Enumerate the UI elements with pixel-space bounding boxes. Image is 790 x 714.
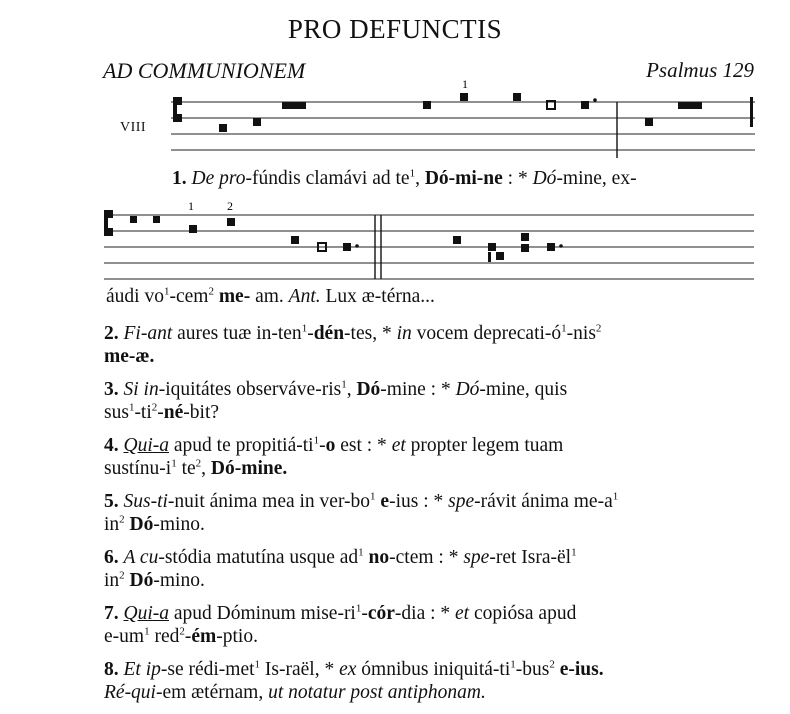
text-segment: 1 bbox=[571, 546, 577, 559]
verse-5-line-1 bbox=[104, 490, 756, 513]
text-segment: 1 bbox=[612, 490, 619, 503]
text-segment: 1 bbox=[510, 658, 516, 671]
text-segment: Fi-ant bbox=[123, 323, 173, 344]
text-segment: Dó bbox=[455, 379, 480, 400]
verse-6 bbox=[104, 546, 756, 592]
verse-4-line-2 bbox=[104, 457, 756, 480]
text-segment: copiósa apud bbox=[469, 603, 577, 624]
text-segment: -mino. bbox=[153, 514, 205, 535]
verse-6-line-1 bbox=[104, 546, 756, 569]
text-segment: áudi vo bbox=[106, 286, 164, 307]
text-segment: spe bbox=[448, 491, 475, 512]
text-segment: in bbox=[104, 570, 120, 591]
text-segment: , bbox=[415, 168, 425, 189]
text-segment: apud Dóminum mise-ri bbox=[169, 603, 356, 624]
text-segment: 2 bbox=[119, 513, 125, 526]
section-heading: AD COMMUNIONEM bbox=[103, 58, 306, 83]
text-segment: -em ætérnam, bbox=[155, 682, 269, 703]
text-segment: A cu bbox=[123, 547, 159, 568]
text-segment: me- bbox=[218, 286, 251, 307]
text-segment: - bbox=[361, 603, 368, 624]
text-segment: 5. bbox=[104, 491, 124, 512]
text-segment: Sus-ti bbox=[123, 491, 168, 512]
text-segment: 2. bbox=[104, 323, 124, 344]
text-segment: e-ius. bbox=[559, 659, 604, 680]
text-segment: ex bbox=[339, 659, 357, 680]
text-segment: propter legem tuam bbox=[405, 435, 564, 456]
text-segment: -nis bbox=[566, 323, 596, 344]
verse-7-line-2 bbox=[104, 625, 756, 648]
text-segment: 1 bbox=[128, 401, 135, 414]
verse-3-line-1 bbox=[104, 378, 756, 401]
verse-4 bbox=[104, 434, 756, 480]
text-segment: Dó-mine. bbox=[210, 458, 288, 479]
chant-staff-1 bbox=[165, 72, 765, 162]
c-clef-icon bbox=[173, 97, 182, 122]
text-segment: sustínu-i bbox=[104, 458, 172, 479]
text-segment: dén bbox=[313, 323, 345, 344]
verse-3 bbox=[104, 378, 756, 424]
verse-7 bbox=[104, 602, 756, 648]
neumes-1 bbox=[219, 93, 753, 132]
text-segment: Qui-a bbox=[123, 603, 169, 624]
text-segment: 2 bbox=[151, 401, 158, 414]
text-segment: 1 bbox=[561, 322, 567, 335]
text-segment: -mine : * bbox=[380, 379, 456, 400]
text-segment: 1 bbox=[409, 167, 416, 180]
verse-2 bbox=[104, 322, 756, 368]
text-segment: in bbox=[396, 323, 412, 344]
text-segment: Dó bbox=[129, 514, 154, 535]
text-segment: -ctem : * bbox=[389, 547, 464, 568]
text-segment: 3. bbox=[104, 379, 124, 400]
verse-8-line-2 bbox=[104, 681, 756, 704]
neumes-2 bbox=[130, 216, 563, 262]
text-segment: Dó bbox=[532, 168, 557, 189]
text-segment: red bbox=[149, 626, 180, 647]
verse-7-line-1 bbox=[104, 602, 756, 625]
text-segment: Dó-mi-ne bbox=[424, 168, 503, 189]
text-segment: apud te propitiá-ti bbox=[169, 435, 314, 456]
text-segment: -nuit ánima mea in ver-bo bbox=[167, 491, 371, 512]
text-segment: - bbox=[307, 323, 314, 344]
text-segment: 2 bbox=[208, 285, 214, 298]
episema-mark-2b: 2 bbox=[227, 199, 233, 213]
text-segment: e bbox=[380, 491, 390, 512]
text-segment: -se rédi-met bbox=[160, 659, 255, 680]
verse-4-line-1 bbox=[104, 434, 756, 457]
verse-3-line-2 bbox=[104, 401, 756, 424]
psalm-verses bbox=[104, 322, 756, 714]
psalm-reference: Psalmus 129 bbox=[646, 58, 754, 82]
text-segment: o bbox=[325, 435, 336, 456]
text-segment: me-æ. bbox=[104, 346, 155, 367]
text-segment: -bus bbox=[515, 659, 550, 680]
text-segment: est : * bbox=[335, 435, 392, 456]
text-segment: Dó bbox=[129, 570, 154, 591]
text-segment: -rávit ánima me-a bbox=[474, 491, 613, 512]
text-segment: -ius : * bbox=[389, 491, 449, 512]
text-segment: 1 bbox=[358, 546, 364, 559]
text-segment: Qui-a bbox=[123, 435, 169, 456]
text-segment: ut notatur post antiphonam. bbox=[268, 682, 486, 703]
text-segment: 1 bbox=[301, 322, 308, 335]
text-segment: Dó bbox=[356, 379, 381, 400]
mode-label: VIII bbox=[120, 120, 147, 135]
text-segment: Ant. bbox=[288, 286, 321, 307]
text-segment: -iquitátes observáve-ris bbox=[158, 379, 342, 400]
text-segment: spe bbox=[463, 547, 490, 568]
verse-5-line-2 bbox=[104, 513, 756, 536]
text-segment: in bbox=[104, 514, 120, 535]
text-segment: -mine, ex- bbox=[556, 168, 637, 189]
text-segment: sus bbox=[104, 402, 129, 423]
verse-8 bbox=[104, 658, 756, 704]
text-segment: , bbox=[201, 458, 211, 479]
text-segment: -cem bbox=[169, 286, 209, 307]
text-segment: 2 bbox=[549, 658, 555, 671]
text-segment: : * bbox=[502, 168, 533, 189]
text-segment: 1. bbox=[172, 168, 192, 189]
text-segment: 8. bbox=[104, 659, 124, 680]
text-segment: De pro bbox=[191, 168, 246, 189]
text-segment: 2 bbox=[595, 322, 602, 335]
text-segment: et bbox=[391, 435, 406, 456]
chant-staff-2 bbox=[100, 195, 760, 285]
text-segment: 1 bbox=[144, 625, 150, 638]
text-segment: vocem deprecati-ó bbox=[411, 323, 562, 344]
text-segment: - bbox=[184, 626, 192, 647]
text-segment: 1 bbox=[370, 490, 376, 503]
text-segment: 4. bbox=[104, 435, 124, 456]
verse-8-line-1 bbox=[104, 658, 756, 681]
text-segment: 2 bbox=[195, 457, 202, 470]
text-segment: -bit? bbox=[183, 402, 220, 423]
episema-mark-1: 1 bbox=[462, 77, 468, 91]
page-title: PRO DEFUNCTIS bbox=[287, 14, 503, 44]
chant-text-line-1 bbox=[172, 168, 637, 190]
text-segment: 1 bbox=[171, 457, 177, 470]
text-segment: cór bbox=[367, 603, 395, 624]
verse-6-line-2 bbox=[104, 569, 756, 592]
text-segment: -ti bbox=[134, 402, 152, 423]
text-segment: no bbox=[368, 547, 390, 568]
text-segment: Lux æ-térna... bbox=[320, 286, 435, 307]
text-segment: - bbox=[319, 435, 326, 456]
text-segment: 1 bbox=[355, 602, 362, 615]
text-segment: Si in bbox=[123, 379, 159, 400]
text-segment: -tes, * bbox=[344, 323, 397, 344]
text-segment: -stódia matutína usque ad bbox=[158, 547, 359, 568]
text-segment: ém bbox=[191, 626, 217, 647]
text-segment: -dia : * bbox=[394, 603, 456, 624]
text-segment: aures tuæ in-ten bbox=[172, 323, 302, 344]
c-clef-icon bbox=[104, 210, 113, 236]
verse-2-line-1 bbox=[104, 322, 756, 345]
text-segment: Ré-qui bbox=[104, 682, 156, 703]
text-segment: -ptio. bbox=[216, 626, 258, 647]
text-segment: Et ip bbox=[123, 659, 161, 680]
text-segment: né bbox=[163, 402, 184, 423]
text-segment: - bbox=[157, 402, 164, 423]
verse-5 bbox=[104, 490, 756, 536]
text-segment: -fúndis clamávi ad te bbox=[245, 168, 410, 189]
text-segment: et bbox=[455, 603, 470, 624]
text-segment: te bbox=[176, 458, 196, 479]
text-segment: -mine, quis bbox=[479, 379, 568, 400]
chant-text-line-2 bbox=[106, 286, 435, 308]
text-segment: 1 bbox=[163, 285, 170, 298]
text-segment: 1 bbox=[341, 378, 347, 391]
text-segment: -ret Isra-ël bbox=[489, 547, 572, 568]
text-segment: 7. bbox=[104, 603, 124, 624]
text-segment: , bbox=[346, 379, 357, 400]
text-segment: -mino. bbox=[153, 570, 205, 591]
text-segment: 2 bbox=[119, 569, 125, 582]
episema-mark-2a: 1 bbox=[188, 199, 194, 213]
verse-2-line-2 bbox=[104, 345, 756, 368]
text-segment: 1 bbox=[313, 434, 320, 447]
text-segment: am. bbox=[250, 286, 289, 307]
text-segment: Is-raël, * bbox=[260, 659, 340, 680]
text-segment: e-um bbox=[104, 626, 145, 647]
text-segment: 6. bbox=[104, 547, 124, 568]
text-segment: 1 bbox=[254, 658, 261, 671]
text-segment: 2 bbox=[179, 625, 185, 638]
text-segment: ómnibus iniquitá-ti bbox=[356, 659, 511, 680]
